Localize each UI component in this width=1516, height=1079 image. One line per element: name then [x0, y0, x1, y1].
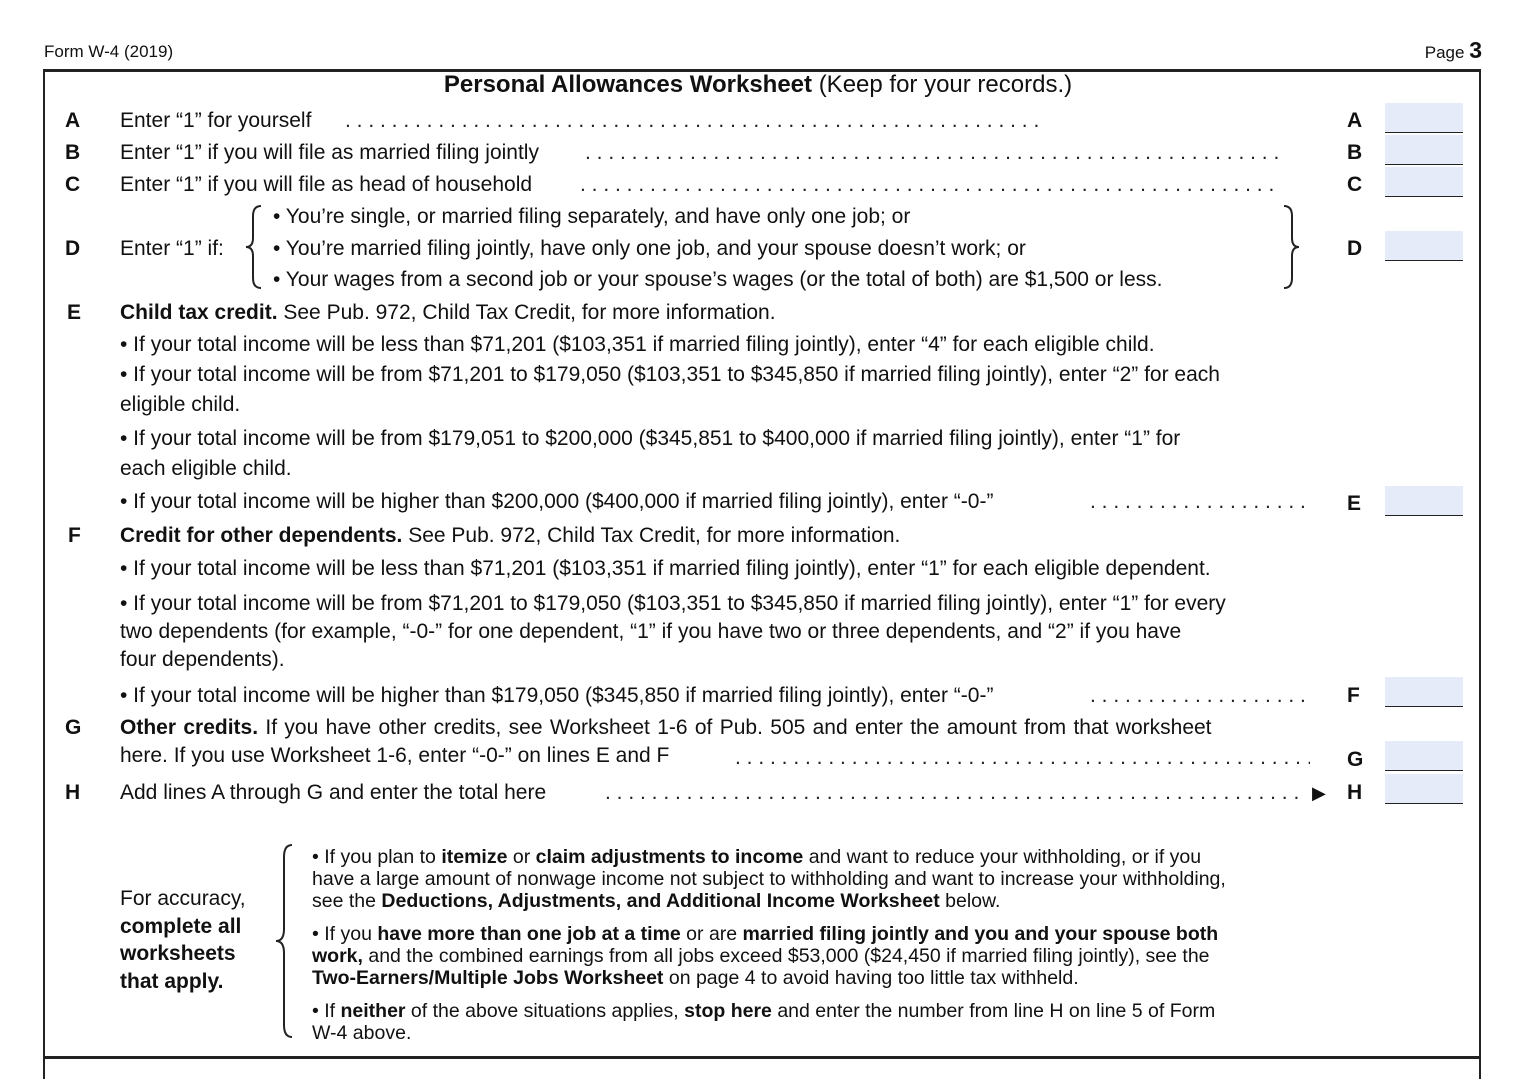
box-letter-e: E: [1347, 492, 1362, 515]
line-e-heading: [120, 301, 776, 325]
leader-dots: [345, 109, 1310, 133]
line-c-text: Enter “1” if you will file as head of household: [120, 173, 533, 196]
line-g-heading-bold: Other credits.: [120, 716, 259, 739]
leader-dots: [605, 781, 1305, 805]
accuracy-para-2-line-1: • If you have more than one job at a time or are married filing jointly and you and your spouse both: [312, 923, 1219, 945]
line-g-line-1-rest: If you have other credits, see Worksheet 1-6 of Pub. 505 and enter the amount from that worksheet: [265, 716, 1212, 739]
leader-dots: [585, 141, 1310, 165]
bottom-rule: [43, 1056, 1481, 1059]
line-letter-c: C: [65, 173, 81, 196]
accuracy-label-1: For accuracy,: [120, 887, 246, 910]
box-letter-c: C: [1347, 173, 1363, 196]
title-note: (Keep for your records.): [818, 71, 1073, 98]
line-letter-a: A: [65, 109, 81, 132]
page-word: Page: [1424, 43, 1465, 62]
accuracy-brace-icon: [272, 843, 296, 1040]
box-letter-a: A: [1347, 109, 1363, 132]
left-brace-icon: [243, 204, 265, 290]
right-brace-icon: [1280, 204, 1302, 290]
accuracy-para-1-line-2: have a large amount of nonwage income not subject to withholding and want to increase your withholding,: [312, 868, 1226, 890]
line-d-input[interactable]: [1385, 231, 1463, 261]
line-f-bullet-2-cont2: four dependents).: [120, 648, 285, 671]
accuracy-para-2-line-2: work, and the combined earnings from all jobs exceed $53,000 ($24,450 if married filing jointly), see the: [312, 945, 1210, 967]
line-g-line-1: [120, 716, 1212, 740]
accuracy-label-4: that apply.: [120, 970, 224, 993]
line-d-prefix: Enter “1” if:: [120, 237, 224, 260]
line-letter-d: D: [65, 237, 81, 260]
line-f-input[interactable]: [1385, 677, 1463, 707]
page-digit: 3: [1469, 37, 1482, 63]
line-e-bullet-3-cont: each eligible child.: [120, 457, 292, 480]
line-letter-g: G: [65, 716, 82, 739]
line-d-bullet-2: • You’re married filing jointly, have only one job, and your spouse doesn’t work; or: [273, 237, 1026, 260]
leader-dots: [1090, 490, 1310, 514]
line-letter-b: B: [65, 141, 81, 164]
line-a-input[interactable]: [1385, 103, 1463, 133]
accuracy-label-3: worksheets: [120, 942, 236, 965]
accuracy-para-3-line-1: • If neither of the above situations applies, stop here and enter the number from line H on line 5 of Form: [312, 1000, 1216, 1022]
leader-dots: [1090, 684, 1310, 708]
line-e-bullet-3: • If your total income will be from $179,051 to $200,000 ($345,851 to $400,000 if married filing jointly), enter “1” for: [120, 427, 1181, 450]
line-e-input[interactable]: [1385, 486, 1463, 516]
line-g-line-2: here. If you use Worksheet 1-6, enter “-0-” on lines E and F: [120, 744, 670, 767]
line-e-bullet-2: • If your total income will be from $71,201 to $179,050 ($103,351 to $345,850 if married filing jointly), enter “2” for each: [120, 363, 1220, 386]
line-e-bullet-1: • If your total income will be less than $71,201 ($103,351 if married filing jointly), enter “4” for each eligible child.: [120, 333, 1155, 356]
line-b-text: Enter “1” if you will file as married filing jointly: [120, 141, 539, 164]
line-g-input[interactable]: [1385, 741, 1463, 771]
accuracy-para-1-line-3: see the Deductions, Adjustments, and Additional Income Worksheet below.: [312, 890, 1001, 912]
worksheet-title: [0, 71, 1516, 99]
form-id: Form W-4 (2019): [44, 42, 174, 61]
line-f-heading-rest: See Pub. 972, Child Tax Credit, for more information.: [408, 524, 901, 547]
box-letter-g: G: [1347, 748, 1364, 771]
line-c-input[interactable]: [1385, 167, 1463, 197]
accuracy-label-2: complete all: [120, 915, 242, 938]
line-f-heading-bold: Credit for other dependents.: [120, 524, 403, 547]
line-f-bullet-2-cont: two dependents (for example, “-0-” for one dependent, “1” if you have two or three dependents, and “2” if you have: [120, 620, 1182, 643]
accuracy-para-1-line-1: • If you plan to itemize or claim adjustments to income and want to reduce your withholding, or if you: [312, 846, 1202, 868]
line-e-bullet-4: • If your total income will be higher than $200,000 ($400,000 if married filing jointly), enter “-0-”: [120, 490, 994, 513]
line-letter-h: H: [65, 781, 81, 804]
box-letter-d: D: [1347, 237, 1363, 260]
line-e-heading-bold: Child tax credit.: [120, 301, 278, 324]
arrow-right-icon: ▶: [1312, 783, 1326, 803]
accuracy-para-2-line-3: Two-Earners/Multiple Jobs Worksheet on page 4 to avoid having too little tax withheld.: [312, 967, 1079, 989]
line-e-heading-rest: See Pub. 972, Child Tax Credit, for more information.: [283, 301, 776, 324]
line-f-bullet-3: • If your total income will be higher than $179,050 ($345,850 if married filing jointly), enter “-0-”: [120, 684, 994, 707]
line-letter-e: E: [67, 301, 82, 324]
line-letter-f: F: [68, 524, 81, 547]
line-f-bullet-2: • If your total income will be from $71,201 to $179,050 ($103,351 to $345,850 if married filing jointly), enter “1” for every: [120, 592, 1226, 615]
title-bold: Personal Allowances Worksheet: [443, 71, 813, 98]
leader-dots: [735, 746, 1310, 770]
leader-dots: [580, 173, 1310, 197]
line-e-bullet-2-cont: eligible child.: [120, 393, 241, 416]
accuracy-para-3-line-2: W-4 above.: [312, 1022, 412, 1044]
line-d-bullet-1: • You’re single, or married filing separately, and have only one job; or: [273, 205, 911, 228]
box-letter-f: F: [1347, 684, 1360, 707]
line-d-bullet-3: • Your wages from a second job or your spouse’s wages (or the total of both) are $1,500 or less.: [273, 268, 1163, 291]
box-letter-b: B: [1347, 141, 1363, 164]
line-f-heading: [120, 524, 900, 548]
line-b-input[interactable]: [1385, 135, 1463, 165]
line-a-text: Enter “1” for yourself: [120, 109, 312, 132]
line-h-text: Add lines A through G and enter the total here: [120, 781, 547, 804]
page-number: [1425, 37, 1482, 64]
line-f-bullet-1: • If your total income will be less than $71,201 ($103,351 if married filing jointly), enter “1” for each eligible dependent.: [120, 557, 1211, 580]
line-h-input[interactable]: [1385, 774, 1463, 804]
box-letter-h: H: [1347, 781, 1363, 804]
